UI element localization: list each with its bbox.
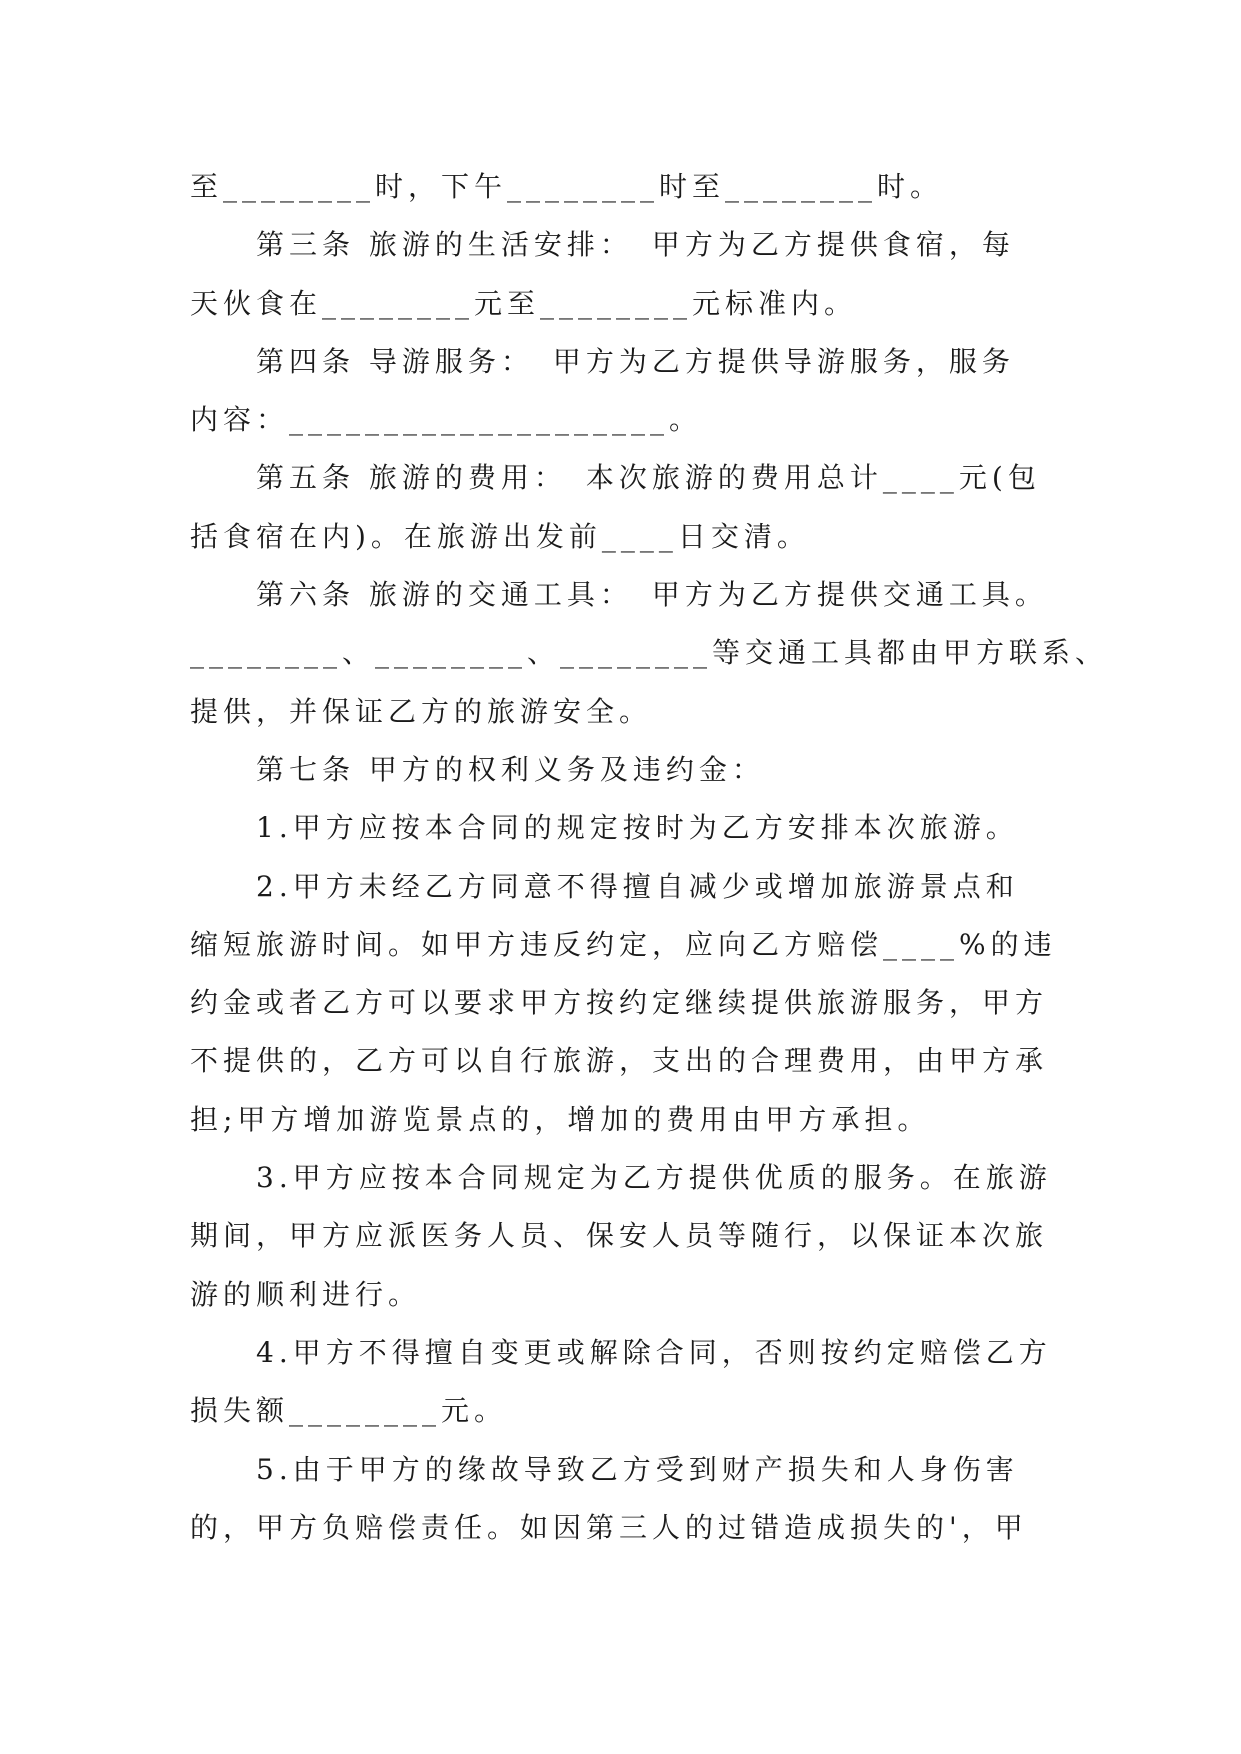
contract-text-line: 不提供的，乙方可以自行旅游，支出的合理费用，由甲方承 (190, 1044, 1049, 1078)
contract-text-line: 括食宿在内)。在旅游出发前____日交清。 (190, 519, 810, 553)
contract-text-line: 第五条 旅游的费用： 本次旅游的费用总计____元(包 (256, 461, 1041, 495)
contract-text-line: 天伙食在________元至________元标准内。 (190, 286, 858, 320)
contract-text-line: 第七条 甲方的权利义务及违约金： (256, 752, 765, 786)
contract-text-line: 第三条 旅游的生活安排： 甲方为乙方提供食宿，每 (256, 228, 1015, 262)
contract-text-line: 缩短旅游时间。如甲方违反约定，应向乙方赔偿____%的违 (190, 927, 1057, 961)
contract-text-line: 1.甲方应按本合同的规定按时为乙方安排本次旅游。 (256, 811, 1019, 845)
contract-text-line: 2.甲方未经乙方同意不得擅自减少或增加旅游景点和 (256, 869, 1019, 903)
contract-text-line: 提供，并保证乙方的旅游安全。 (190, 694, 653, 728)
contract-text-line: ________、________、________等交通工具都由甲方联系、 (190, 636, 1109, 670)
contract-text-line: 期间，甲方应派医务人员、保安人员等随行，以保证本次旅 (190, 1219, 1049, 1253)
contract-text-line: 担;甲方增加游览景点的，增加的费用由甲方承担。 (190, 1102, 931, 1136)
contract-text-line: 至________时，下午________时至________时。 (190, 170, 944, 203)
contract-text-line: 4.甲方不得擅自变更或解除合同，否则按约定赔偿乙方 (256, 1335, 1052, 1369)
contract-body (190, 158, 1109, 1557)
contract-text-line: 第六条 旅游的交通工具： 甲方为乙方提供交通工具。 (256, 578, 1048, 612)
contract-text-line: 损失额________元。 (190, 1394, 508, 1428)
contract-text-line: 游的顺利进行。 (190, 1277, 422, 1311)
contract-text-line: 第四条 导游服务： 甲方为乙方提供导游服务，服务 (256, 344, 1015, 378)
contract-text-line: 内容：____________________。 (190, 403, 703, 437)
contract-text-line: 约金或者乙方可以要求甲方按约定继续提供旅游服务，甲方 (190, 986, 1049, 1020)
contract-text-line: 的，甲方负赔偿责任。如因第三人的过错造成损失的'，甲 (190, 1510, 1028, 1544)
contract-text-line: 5.由于甲方的缘故导致乙方受到财产损失和人身伤害 (256, 1452, 1019, 1486)
contract-text-line: 3.甲方应按本合同规定为乙方提供优质的服务。在旅游 (256, 1161, 1052, 1195)
